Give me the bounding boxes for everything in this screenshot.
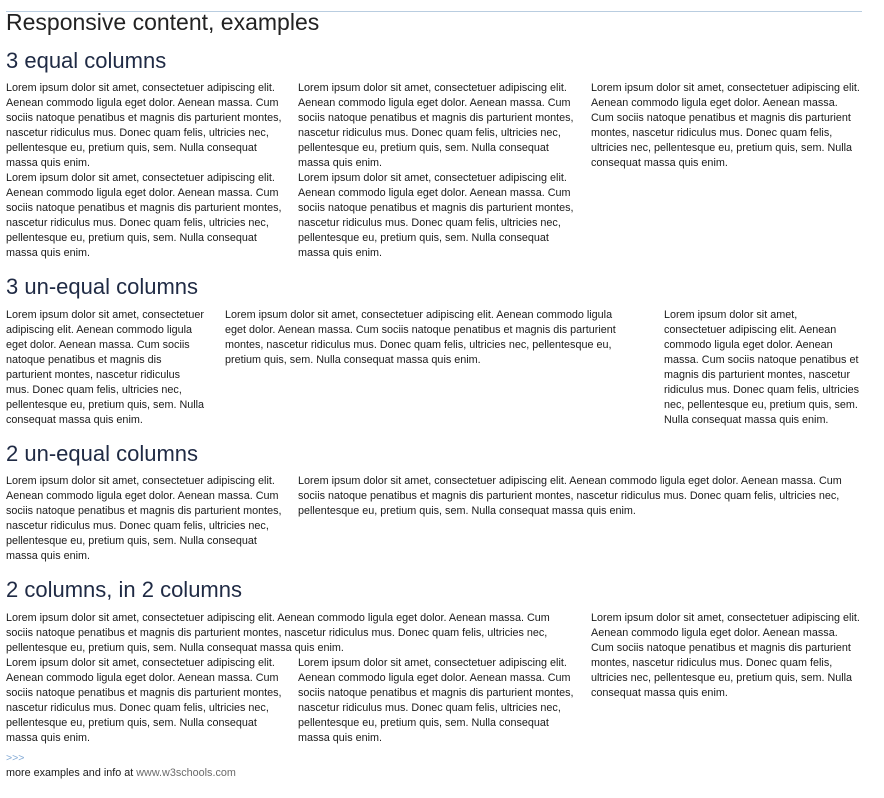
paragraph: Lorem ipsum dolor sit amet, consectetuer adipiscing elit. Aenean commodo ligula eget dolor. Aenean massa. Cum sociis natoque penatibus et magnis dis parturient montes, nascetur ridiculus mus. Donec quam felis, ultricies nec, pellentesque eu, pretium quis, sem. Nulla consequat massa quis enim.	[6, 612, 550, 654]
paragraph: Lorem ipsum dolor sit amet, consectetuer adipiscing elit. Aenean commodo ligula eget dolor. Aenean massa. Cum sociis natoque penatibus et magnis dis parturient montes, nascetur ridiculus mus. Donec quam felis, ultricies nec, pellentesque eu, pretium quis, sem. Nulla consequat massa quis enim.	[591, 612, 860, 699]
paragraph: Lorem ipsum dolor sit amet, consectetuer adipiscing elit. Aenean commodo ligula eget dolor. Aenean massa. Cum sociis natoque penatibus et magnis dis parturient montes, nascetur ridiculus mus. Donec quam felis, ultricies nec, pellentesque eu, pretium quis, sem. Nulla consequat massa quis enim.	[6, 309, 205, 426]
w3schools-link[interactable]: www.w3schools.com	[136, 767, 236, 779]
section-heading-3-unequal: 3 un-equal columns	[6, 274, 199, 299]
paragraph: Lorem ipsum dolor sit amet, consectetuer adipiscing elit. Aenean commodo ligula eget dolor. Aenean massa. Cum sociis natoque penatibus et magnis dis parturient montes, nascetur ridiculus mus. Donec quam felis, ultricies nec, pellentesque eu, pretium quis, sem. Nulla consequat massa quis enim.	[298, 475, 842, 517]
paragraph: Lorem ipsum dolor sit amet, consectetuer adipiscing elit. Aenean commodo ligula eget dolor. Aenean massa. Cum sociis natoque penatibus et magnis dis parturient montes, nascetur ridiculus mus. Donec quam felis, ultricies nec, pellentesque eu, pretium quis, sem. Nulla consequat massa quis enim.	[591, 82, 860, 169]
footer-text	[6, 767, 236, 779]
footer-prefix: more examples and info at	[6, 767, 137, 779]
paragraph: Lorem ipsum dolor sit amet, consectetuer adipiscing elit. Aenean commodo ligula eget dolor. Aenean massa. Cum sociis natoque penatibus et magnis dis parturient montes, nascetur ridiculus mus. Donec quam felis, ultricies nec, pellentesque eu, pretium quis, sem. Nulla consequat massa quis enim.	[6, 82, 282, 169]
paragraph: Lorem ipsum dolor sit amet, consectetuer adipiscing elit. Aenean commodo ligula eget dolor. Aenean massa. Cum sociis natoque penatibus et magnis dis parturient montes, nascetur ridiculus mus. Donec quam felis, ultricies nec, pellentesque eu, pretium quis, sem. Nulla consequat massa quis enim.	[225, 309, 616, 366]
paragraph: Lorem ipsum dolor sit amet, consectetuer adipiscing elit. Aenean commodo ligula eget dolor. Aenean massa. Cum sociis natoque penatibus et magnis dis parturient montes, nascetur ridiculus mus. Donec quam felis, ultricies nec, pellentesque eu, pretium quis, sem. Nulla consequat massa quis enim.	[298, 172, 574, 259]
page-title: Responsive content, examples	[6, 9, 320, 35]
paragraph: Lorem ipsum dolor sit amet, consectetuer adipiscing elit. Aenean commodo ligula eget dolor. Aenean massa. Cum sociis natoque penatibus et magnis dis parturient montes, nascetur ridiculus mus. Donec quam felis, ultricies nec, pellentesque eu, pretium quis, sem. Nulla consequat massa quis enim.	[6, 657, 282, 744]
paragraph: Lorem ipsum dolor sit amet, consectetuer adipiscing elit. Aenean commodo ligula eget dolor. Aenean massa. Cum sociis natoque penatibus et magnis dis parturient montes, nascetur ridiculus mus. Donec quam felis, ultricies nec, pellentesque eu, pretium quis, sem. Nulla consequat massa quis enim.	[298, 657, 574, 744]
paragraph: Lorem ipsum dolor sit amet, consectetuer adipiscing elit. Aenean commodo ligula eget dolor. Aenean massa. Cum sociis natoque penatibus et magnis dis parturient montes, nascetur ridiculus mus. Donec quam felis, ultricies nec, pellentesque eu, pretium quis, sem. Nulla consequat massa quis enim.	[6, 172, 282, 259]
section-heading-2-in-2: 2 columns, in 2 columns	[6, 577, 242, 602]
section-heading-3-equal: 3 equal columns	[6, 48, 167, 73]
paragraph: Lorem ipsum dolor sit amet, consectetuer adipiscing elit. Aenean commodo ligula eget dolor. Aenean massa. Cum sociis natoque penatibus et magnis dis parturient montes, nascetur ridiculus mus. Donec quam felis, ultricies nec, pellentesque eu, pretium quis, sem. Nulla consequat massa quis enim.	[664, 309, 860, 426]
paragraph: Lorem ipsum dolor sit amet, consectetuer adipiscing elit. Aenean commodo ligula eget dolor. Aenean massa. Cum sociis natoque penatibus et magnis dis parturient montes, nascetur ridiculus mus. Donec quam felis, ultricies nec, pellentesque eu, pretium quis, sem. Nulla consequat massa quis enim.	[6, 475, 282, 562]
section-heading-2-unequal: 2 un-equal columns	[6, 441, 199, 466]
paragraph: Lorem ipsum dolor sit amet, consectetuer adipiscing elit. Aenean commodo ligula eget dolor. Aenean massa. Cum sociis natoque penatibus et magnis dis parturient montes, nascetur ridiculus mus. Donec quam felis, ultricies nec, pellentesque eu, pretium quis, sem. Nulla consequat massa quis enim.	[298, 82, 574, 169]
more-link[interactable]: >>>	[6, 752, 25, 764]
